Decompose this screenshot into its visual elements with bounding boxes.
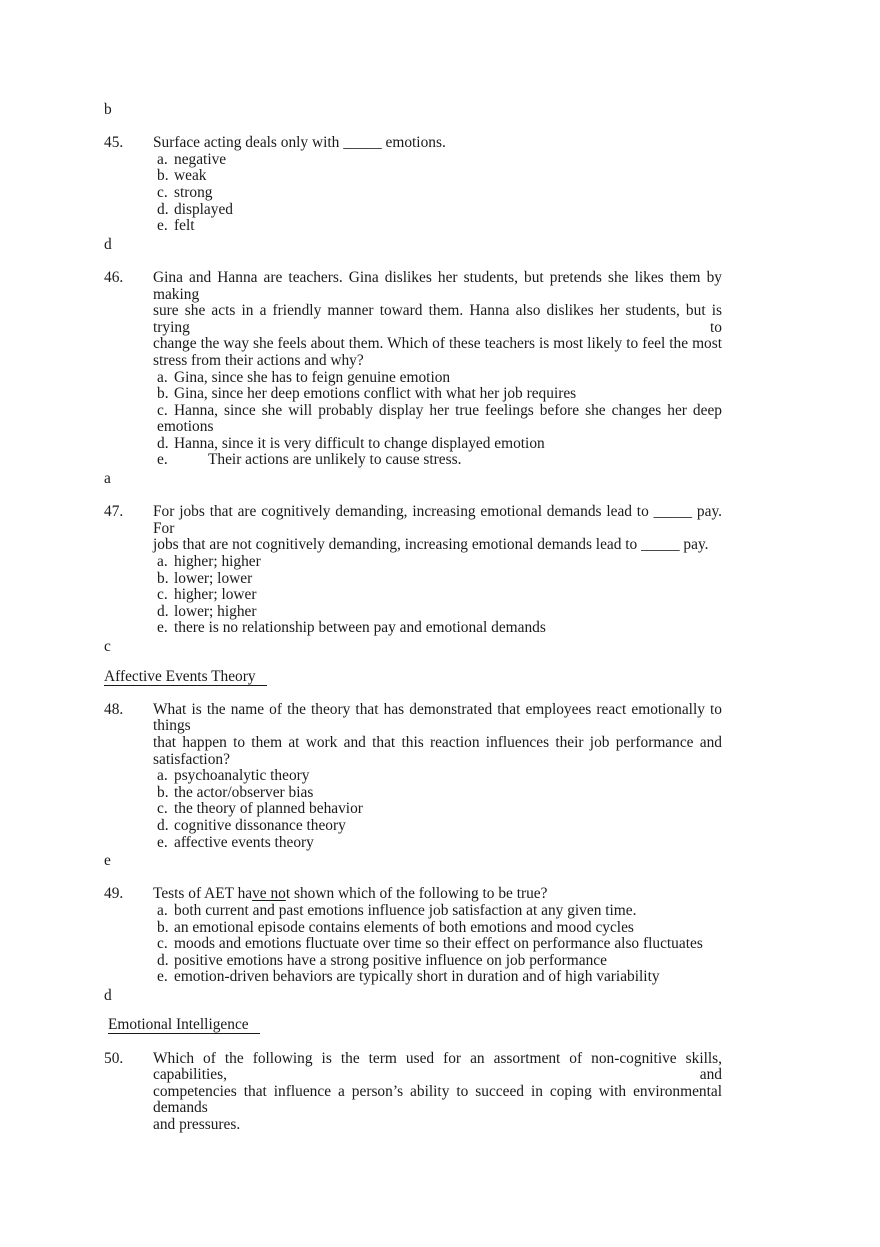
option-e — [157, 218, 722, 235]
option-text: higher; higher — [174, 553, 261, 571]
option-letter: b. — [157, 569, 169, 587]
question-text-line: jobs that are not cognitively demanding, increasing emotional demands lead to _____ pay. — [153, 536, 709, 554]
question-text-line: What is the name of the theory that has demonstrated that employees react emotionally to things — [153, 700, 722, 735]
question-50 — [104, 1051, 722, 1134]
option-letter: b. — [157, 167, 169, 185]
option-letter: a. — [157, 901, 168, 919]
options-list — [157, 554, 722, 637]
option-text: lower; lower — [174, 569, 253, 587]
option-text: the actor/observer bias — [174, 783, 314, 801]
option-text: the theory of planned behavior — [174, 800, 363, 818]
option-text: an emotional episode contains elements of both emotions and mood cycles — [174, 918, 634, 936]
option-d — [157, 202, 722, 219]
option-text-continued: emotions — [157, 418, 214, 436]
option-text: displayed — [174, 200, 233, 218]
question-text-line: For jobs that are cognitively demanding, increasing emotional demands lead to _____ pay. For — [153, 503, 722, 537]
question-46 — [104, 270, 722, 488]
option-a — [157, 370, 722, 387]
options-list — [157, 768, 722, 851]
option-text: psychoanalytic theory — [174, 767, 310, 785]
option-letter: b. — [157, 783, 169, 801]
option-c — [157, 403, 722, 436]
option-text: emotion-driven behaviors are typically short in duration and of high variability — [174, 968, 660, 986]
question-47 — [104, 504, 722, 655]
option-text: moods and emotions fluctuate over time so their effect on performance also fluctuates — [174, 935, 703, 953]
option-letter: e. — [157, 619, 168, 637]
option-text: lower; higher — [174, 602, 257, 620]
option-letter: e. — [157, 833, 168, 851]
answer-key: e — [104, 852, 111, 870]
option-text: cognitive dissonance theory — [174, 816, 346, 834]
option-letter: e. — [157, 217, 168, 235]
question-number: 46. — [104, 268, 124, 286]
option-text: positive emotions have a strong positive influence on job performance — [174, 951, 607, 969]
option-letter: e. — [157, 968, 168, 986]
option-text: there is no relationship between pay and emotional demands — [174, 619, 546, 637]
option-text: weak — [174, 167, 207, 185]
question-number: 50. — [104, 1049, 124, 1067]
option-letter: d. — [157, 200, 169, 218]
option-letter: c. — [157, 586, 168, 604]
option-c — [157, 185, 722, 202]
option-d — [157, 818, 722, 835]
option-text: affective events theory — [174, 833, 314, 851]
question-text-line — [153, 886, 722, 903]
option-a — [157, 903, 722, 920]
question-text-line: satisfaction? — [153, 750, 230, 768]
option-letter: a. — [157, 767, 168, 785]
option-c — [157, 801, 722, 818]
option-text: Their actions are unlikely to cause stress. — [208, 451, 462, 469]
option-c — [157, 936, 722, 953]
option-letter: b. — [157, 385, 169, 403]
option-text: Gina, since her deep emotions conflict with what her job requires — [174, 385, 577, 403]
section-heading-emotional-intelligence — [104, 1017, 722, 1034]
question-text-line: stress from their actions and why? — [153, 351, 364, 369]
option-text: Hanna, since she will probably display her true feelings before she changes her deep — [174, 401, 722, 419]
option-text: Hanna, since it is very difficult to change displayed emotion — [174, 434, 545, 452]
option-a — [157, 554, 722, 571]
question-text-segment: t shown which of the following to be true? — [285, 885, 548, 903]
option-letter: a. — [157, 553, 168, 571]
option-d — [157, 953, 722, 970]
option-b — [157, 920, 722, 937]
option-e — [157, 620, 722, 637]
question-number: 48. — [104, 700, 124, 718]
page-content — [104, 102, 722, 1134]
question-text-segment: Tests of AET ha — [153, 885, 253, 903]
question-text-line: Surface acting deals only with _____ emotions. — [153, 134, 446, 152]
option-letter: b. — [157, 918, 169, 936]
option-d — [157, 604, 722, 621]
option-text: negative — [174, 150, 227, 168]
option-letter: d. — [157, 434, 169, 452]
answer-key: d — [104, 235, 112, 253]
question-text-line: sure she acts in a friendly manner toward them. Hanna also dislikes her students, but is trying to — [153, 302, 722, 336]
option-text: both current and past emotions influence job satisfaction at any given time. — [174, 901, 637, 919]
answer-key: b — [104, 101, 112, 118]
option-b — [157, 386, 722, 403]
answer-key: c — [104, 638, 111, 655]
option-b — [157, 571, 722, 588]
option-d — [157, 436, 722, 453]
option-letter: d. — [157, 816, 169, 834]
option-letter: c. — [157, 183, 168, 201]
option-letter: d. — [157, 951, 169, 969]
question-number: 47. — [104, 503, 124, 521]
question-text-line: change the way she feels about them. Which of these teachers is most likely to feel the most — [153, 335, 722, 353]
option-letter: c. — [157, 401, 168, 419]
question-49 — [104, 886, 722, 1004]
option-letter: d. — [157, 602, 169, 620]
section-heading-text: Emotional Intelligence — [108, 1016, 260, 1034]
option-e — [157, 835, 722, 852]
option-letter: c. — [157, 800, 168, 818]
section-heading-affective-events-theory — [104, 669, 722, 686]
option-c — [157, 587, 722, 604]
question-text-line: that happen to them at work and that this reaction influences their job performance and — [153, 733, 722, 751]
answer-key: d — [104, 986, 112, 1004]
section-heading-text: Affective Events Theory — [104, 668, 267, 686]
answer-key: a — [104, 470, 111, 488]
question-text-line: Gina and Hanna are teachers. Gina dislikes her students, but pretends she likes them by making — [153, 268, 722, 303]
question-text-underlined: ve no — [252, 885, 286, 903]
option-text: felt — [174, 217, 195, 235]
option-letter: a. — [157, 150, 168, 168]
option-b — [157, 785, 722, 802]
question-text-line: Which of the following is the term used for an assortment of non-cognitive skills, capabilities, and — [153, 1049, 722, 1084]
question-48 — [104, 702, 722, 870]
option-letter: a. — [157, 368, 168, 386]
option-a — [157, 152, 722, 169]
options-list — [157, 903, 722, 986]
option-text: Gina, since she has to feign genuine emotion — [174, 368, 451, 386]
question-text-line: competencies that influence a person’s ability to succeed in coping with environmental demands — [153, 1082, 722, 1117]
options-list — [157, 370, 722, 470]
question-number: 45. — [104, 134, 124, 152]
option-letter: c. — [157, 935, 168, 953]
question-number: 49. — [104, 885, 124, 903]
option-e — [157, 969, 722, 986]
option-b — [157, 168, 722, 185]
option-e — [157, 452, 722, 469]
question-45 — [104, 135, 722, 253]
option-text: higher; lower — [174, 586, 257, 604]
option-a — [157, 768, 722, 785]
question-text-line: and pressures. — [153, 1116, 241, 1134]
options-list — [157, 152, 722, 235]
option-text: strong — [174, 183, 213, 201]
option-letter: e. — [157, 451, 168, 469]
